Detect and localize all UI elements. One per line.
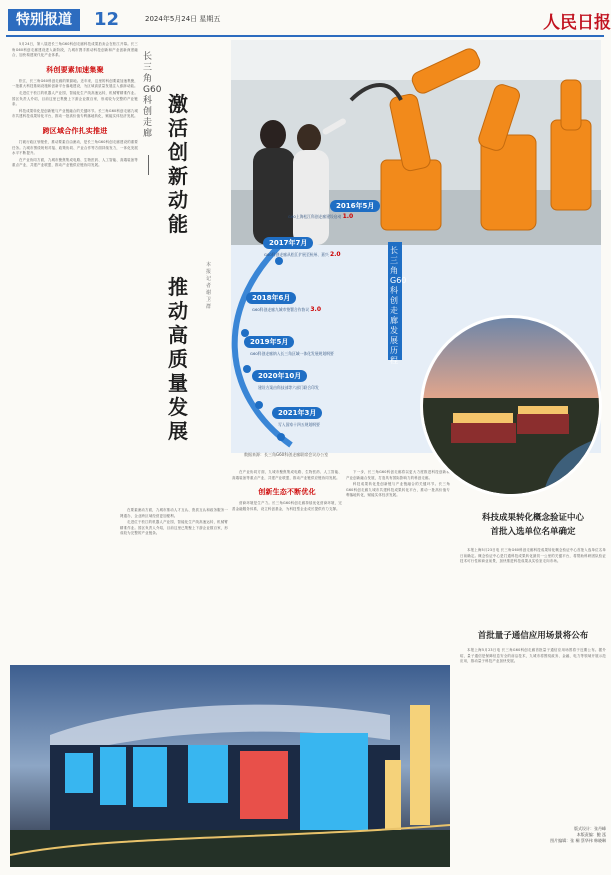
header-rule bbox=[6, 35, 604, 37]
article-paragraph: 科技成果转化是创新链与产业链融合的关键环节。长三角G60科创走廊九城市共建科技成果转化平台，推动一批高价值专利落地转化，赋能实体经济发展。 bbox=[346, 482, 450, 498]
byline: 本报记者 谢卫群 bbox=[206, 262, 212, 310]
night-campus-illustration bbox=[423, 318, 599, 494]
article-paragraph: 在产业协同方面，九城市聚焦集成电路、生物医药、人工智能、高端装备等重点产业，共建产业联盟，推动产业链供应链协同发展。 bbox=[232, 470, 342, 480]
article-paragraph: 下一步，长三角G60科创走廊将以更大力度推进科技创新和产业创新融合发展，打造具有国际影响力的科创走廊。 bbox=[346, 470, 450, 480]
timeline-event bbox=[250, 351, 380, 357]
page-credits bbox=[460, 826, 606, 844]
timeline-event bbox=[264, 252, 394, 258]
issue-date: 2024年5月24日 星期五 bbox=[145, 15, 221, 23]
timeline-source: 数据来源：长三角G60科创走廊联席会议办公室 bbox=[244, 452, 329, 457]
timeline-year: 2016年5月 bbox=[330, 200, 380, 212]
timeline-year: 2018年6月 bbox=[246, 292, 296, 304]
kicker-dash bbox=[148, 155, 149, 175]
kicker: 长三角G60科创走廊 bbox=[143, 52, 162, 139]
article-intro: 5月24日，第八届进长三角G60科创走廊科技成果拍卖会在松江开幕。长三角G60科创走廊建设进入新阶段，九城市携手推动科技创新和产业创新深度融合，加快构建现代化产业体系。 bbox=[12, 42, 138, 58]
timeline-year: 2021年3月 bbox=[272, 407, 322, 419]
sidebar-2-paragraph: 本报上海5月23日电 长三角G60科创走廊首批量子通信应用场景将于近期公布。据介绍，量子通信是保障信息安全的前沿技术，九城市将围绕政务、金融、电力等领域开展示范应用，推动量子科技产业加快发展。 bbox=[460, 648, 606, 664]
article-paragraph: 松江，长三角G60科创走廊的策源地。近年来，这里的科创要素加速集聚，一批重大科技基础设施和创新平台落地建设，为区域高质量发展注入澎湃动能。 bbox=[12, 78, 138, 89]
article-paragraph: 科技成果转化是创新链与产业链融合的关键环节。长三角G60科创走廊九城市共建科技成果转化平台，推动一批高价值专利落地转化，赋能实体经济发展。 bbox=[12, 108, 138, 119]
sidebar-2-body bbox=[460, 648, 606, 808]
credit-line: 图片编辑：张 桐 蔡华伟 韩晓琳 bbox=[550, 838, 606, 843]
timeline-event-text: G60科创走廊从松江扩展至杭州、嘉兴 bbox=[264, 252, 329, 257]
credit-line: 版式设计：张丹峰 bbox=[574, 826, 606, 831]
article-column-2 bbox=[120, 508, 228, 658]
g60-building-photo bbox=[10, 665, 450, 867]
article-paragraph: 走进位于松江的机器人产业园，智能化生产线高速运转，机械臂精准作业。园区负责人介绍，目前这里已集聚上下游企业数百家，形成较为完整的产业链条。 bbox=[12, 90, 138, 107]
headline-line-1: 激活创新动能 bbox=[168, 92, 188, 236]
article-column-4 bbox=[346, 470, 450, 660]
article-paragraph: 打破行政区划壁垒，推动要素自由流动，是长三角G60科创走廊建设的重要任务。九城市围绕规划对接、政策协同、产业合作等方面持续发力，一体化发展水平不断提升。 bbox=[12, 139, 138, 156]
timeline-event bbox=[252, 307, 382, 313]
subhead-2: 跨区域合作扎实推进 bbox=[42, 126, 108, 135]
section-label: 特别报道 bbox=[8, 9, 80, 31]
timeline-event-text: G60科创走廊九城市签署合作协议 bbox=[252, 307, 310, 312]
timeline-year: 2020年10月 bbox=[252, 370, 307, 382]
credit-line: 本版责编：鲍 泓 bbox=[576, 832, 606, 837]
timeline-event bbox=[258, 385, 388, 391]
masthead bbox=[0, 0, 611, 34]
article-paragraph: 营商环境是生产力。长三角G60科创走廊持续优化营商环境，完善金融服务体系，设立科创基金，为科技型企业成长提供有力支撑。 bbox=[232, 501, 342, 511]
timeline-event bbox=[288, 214, 418, 220]
article-paragraph: 在产业协同方面，九城市聚焦集成电路、生物医药、人工智能、高端装备等重点产业，共建产业联盟，推动产业链供应链协同发展。 bbox=[12, 157, 138, 168]
timeline-event-stat: 1.0 bbox=[342, 213, 354, 220]
sidebar-1-title-line-1: 科技成果转化概念验证中心 bbox=[481, 513, 584, 523]
article-column-3 bbox=[232, 470, 342, 660]
sidebar-2-title: 首批量子通信应用场景将公布 bbox=[477, 631, 589, 641]
article-paragraph: 在要素流动方面，九城市推动人才互认、资质互认和政务服务一网通办，企业跨区域经营更加便利。 bbox=[120, 508, 228, 518]
timeline-event-text: G60上海松江科创走廊建设启动 bbox=[288, 214, 342, 219]
timeline-event-stat: 2.0 bbox=[329, 251, 341, 258]
page-number: 12 bbox=[94, 9, 120, 30]
timeline-event-text: G60科创走廊纳入长三角区域一体化发展规划纲要 bbox=[250, 351, 334, 356]
sidebar-1-paragraph: 本报上海5月23日电 长三角G60科创走廊科技成果转化概念验证中心首批入选单位名单日前确定。概念验证中心是打通科技成果转化最初一公里的关键平台，将帮助科研团队验证技术可行性和商业前景，加快推进科技成果从实验室走向市场。 bbox=[460, 548, 606, 564]
timeline-year: 2017年7月 bbox=[263, 237, 313, 249]
g60-building-illustration bbox=[10, 665, 450, 867]
subhead-1: 科创要素加速集聚 bbox=[46, 65, 104, 74]
timeline-year: 2019年5月 bbox=[244, 336, 294, 348]
sidebar-1-title-line-2: 首批入选单位名单确定 bbox=[490, 527, 576, 537]
timeline-event-stat: 3.0 bbox=[310, 306, 321, 313]
night-campus-photo bbox=[420, 315, 602, 497]
timeline-event-text: 建设方案由科技部等六部门联合印发 bbox=[258, 385, 319, 390]
newspaper-logo: 人民日报 bbox=[543, 13, 611, 33]
sidebar-1-body bbox=[460, 548, 606, 618]
headline-line-2: 推动高质量发展 bbox=[168, 275, 188, 443]
timeline-title: 长三角G60科创走廊发展历程 bbox=[388, 242, 402, 360]
timeline-event-text: 写入国家十四五规划纲要 bbox=[278, 422, 320, 427]
article-paragraph: 走进位于松江的机器人产业园，智能化生产线高速运转，机械臂精准作业。园区负责人介绍，目前这里已集聚上下游企业数百家，形成较为完整的产业链条。 bbox=[120, 520, 228, 536]
timeline-event bbox=[278, 422, 408, 428]
subhead-3: 创新生态不断优化 bbox=[258, 488, 316, 497]
